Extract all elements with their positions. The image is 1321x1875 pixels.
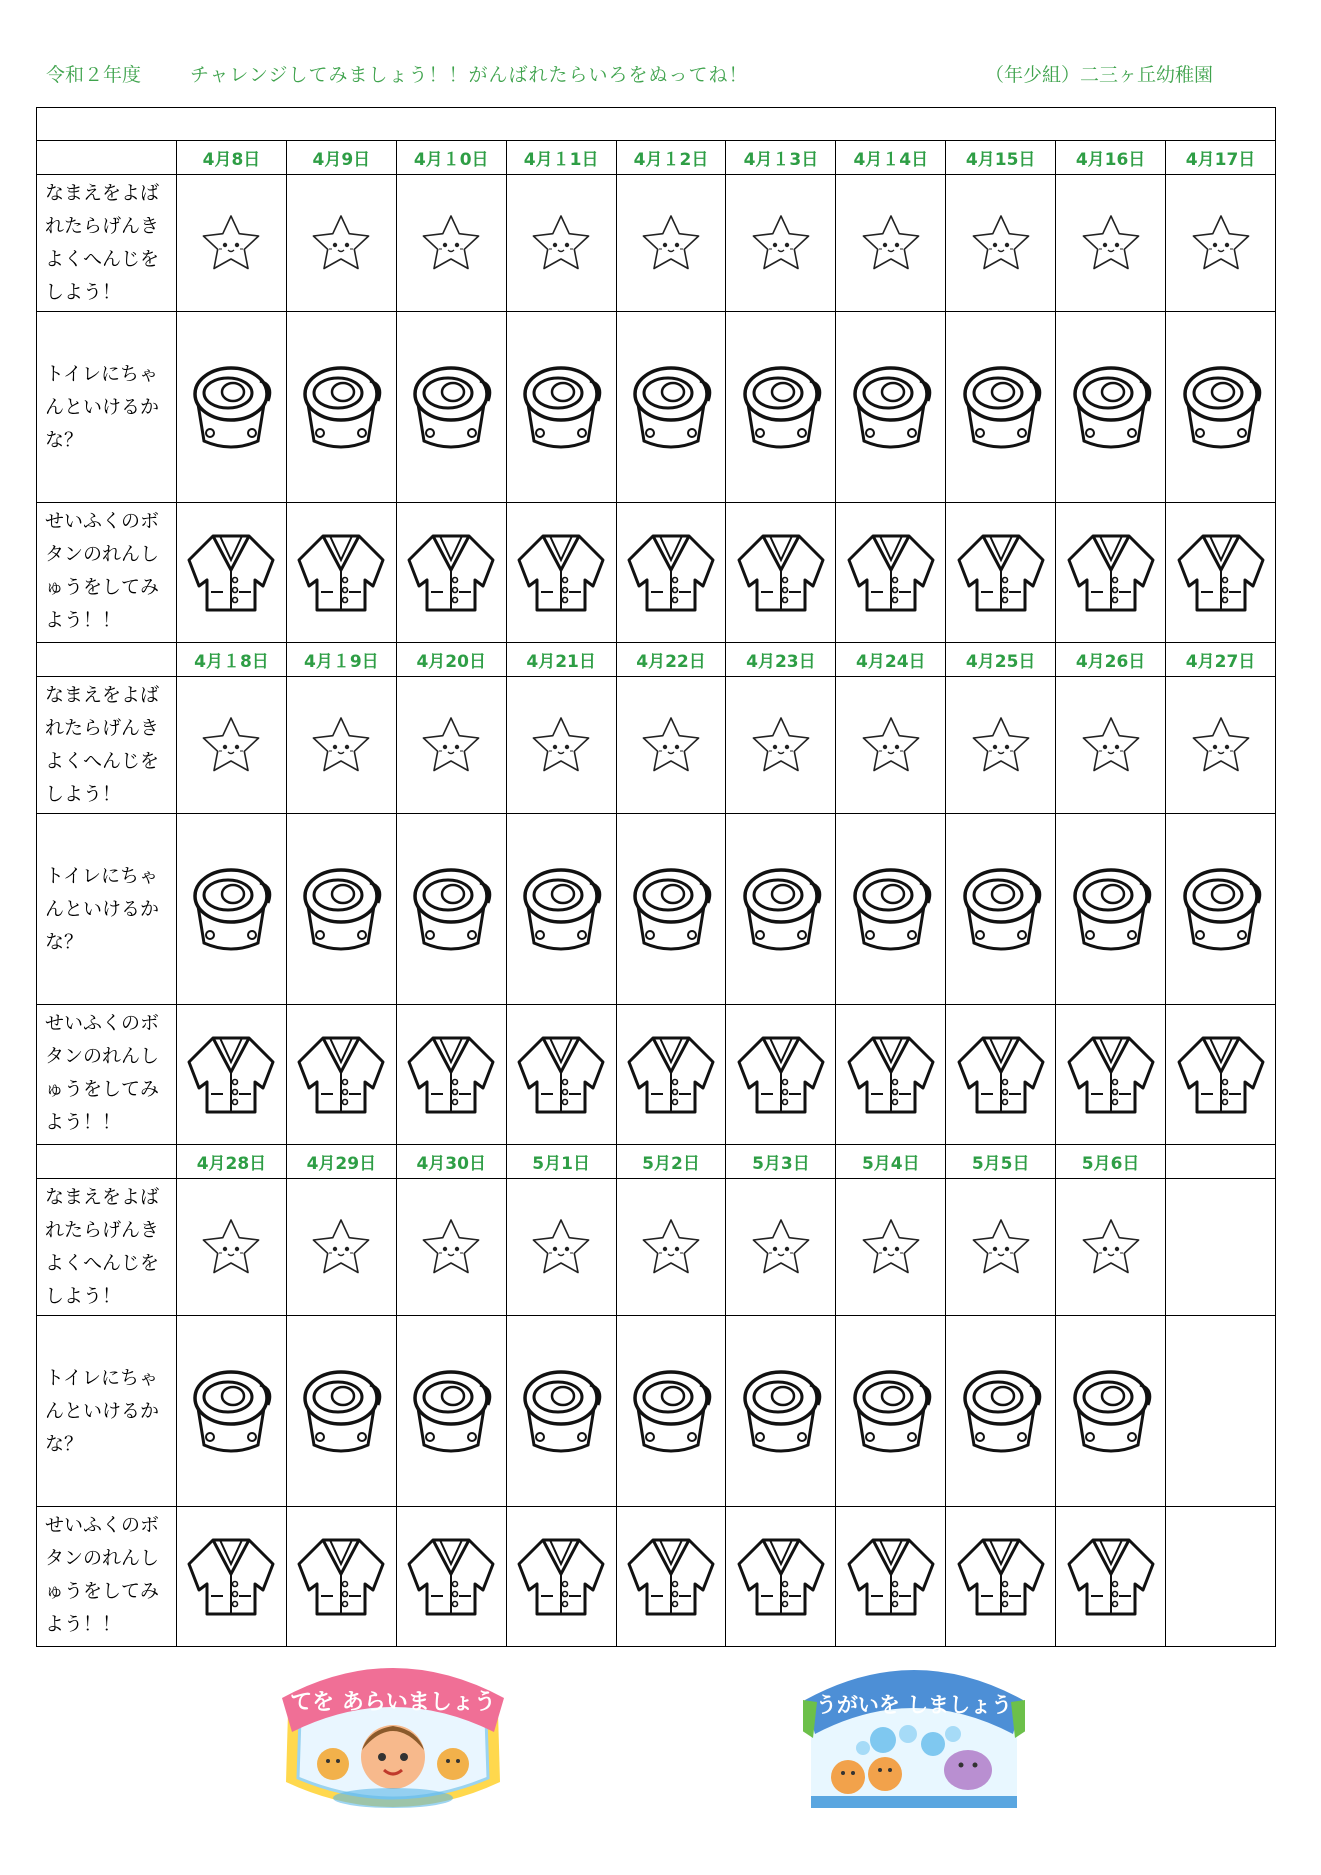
- coloring-cell[interactable]: [286, 1179, 396, 1316]
- uniform-icon[interactable]: [513, 530, 609, 616]
- coloring-cell[interactable]: [1056, 1005, 1166, 1145]
- header-title: チャレンジしてみましょう！！がんばれたらいろをぬってね！: [190, 64, 749, 86]
- star-icon[interactable]: [310, 1216, 372, 1278]
- date-cell: 4月１4日: [836, 141, 946, 175]
- coloring-cell[interactable]: [946, 312, 1056, 503]
- uniform-icon[interactable]: [183, 530, 279, 616]
- star-icon[interactable]: [310, 714, 372, 776]
- date-row-corner: [37, 1145, 177, 1179]
- coloring-cell[interactable]: [396, 1005, 506, 1145]
- task-label: トイレにちゃんといけるかな？: [37, 814, 177, 1005]
- coloring-cell[interactable]: [506, 814, 616, 1005]
- coloring-cell[interactable]: [726, 1179, 836, 1316]
- star-icon[interactable]: [1080, 1216, 1142, 1278]
- star-icon[interactable]: [750, 1216, 812, 1278]
- star-icon[interactable]: [420, 212, 482, 274]
- date-cell: 5月3日: [726, 1145, 836, 1179]
- date-cell: 4月25日: [946, 643, 1056, 677]
- coloring-cell[interactable]: [1056, 677, 1166, 814]
- coloring-cell[interactable]: [946, 503, 1056, 643]
- uniform-icon[interactable]: [403, 1032, 499, 1118]
- uniform-icon[interactable]: [733, 1032, 829, 1118]
- coloring-cell[interactable]: [1056, 312, 1166, 503]
- coloring-cell[interactable]: [1056, 1316, 1166, 1507]
- date-row-corner: [37, 141, 177, 175]
- date-cell: 4月28日: [177, 1145, 287, 1179]
- uniform-icon[interactable]: [1063, 1032, 1159, 1118]
- coloring-cell[interactable]: [616, 1005, 726, 1145]
- date-cell: 4月１3日: [726, 141, 836, 175]
- star-icon[interactable]: [860, 212, 922, 274]
- coloring-cell[interactable]: [506, 1316, 616, 1507]
- star-icon[interactable]: [640, 714, 702, 776]
- coloring-cell[interactable]: [177, 677, 287, 814]
- coloring-cell[interactable]: [506, 312, 616, 503]
- coloring-cell[interactable]: [616, 814, 726, 1005]
- coloring-cell[interactable]: [506, 503, 616, 643]
- date-cell: 4月１9日: [286, 643, 396, 677]
- coloring-cell[interactable]: [177, 1179, 287, 1316]
- empty-cell: [1166, 1316, 1276, 1507]
- coloring-cell[interactable]: [396, 1507, 506, 1647]
- coloring-cell[interactable]: [836, 1507, 946, 1647]
- coloring-cell[interactable]: [726, 1005, 836, 1145]
- empty-cell: [1166, 1179, 1276, 1316]
- coloring-cell[interactable]: [1166, 503, 1276, 643]
- uniform-icon[interactable]: [843, 530, 939, 616]
- toilet-icon[interactable]: [628, 359, 714, 455]
- coloring-cell[interactable]: [1166, 814, 1276, 1005]
- toilet-icon[interactable]: [518, 1363, 604, 1459]
- date-cell: 4月22日: [616, 643, 726, 677]
- coloring-cell[interactable]: [396, 503, 506, 643]
- date-cell: 4月9日: [286, 141, 396, 175]
- uniform-icon[interactable]: [183, 1534, 279, 1620]
- coloring-cell[interactable]: [286, 1507, 396, 1647]
- uniform-icon[interactable]: [953, 530, 1049, 616]
- coloring-cell[interactable]: [836, 677, 946, 814]
- uniform-button-row: [37, 1005, 1276, 1145]
- coloring-cell[interactable]: [836, 503, 946, 643]
- coloring-cell[interactable]: [177, 503, 287, 643]
- coloring-cell[interactable]: [286, 677, 396, 814]
- uniform-icon[interactable]: [623, 1534, 719, 1620]
- toilet-icon[interactable]: [738, 359, 824, 455]
- challenge-chart-table: [36, 107, 1276, 1647]
- toilet-icon[interactable]: [518, 359, 604, 455]
- coloring-cell[interactable]: [1166, 1005, 1276, 1145]
- coloring-cell[interactable]: [726, 1507, 836, 1647]
- star-icon[interactable]: [1190, 212, 1252, 274]
- star-icon[interactable]: [750, 714, 812, 776]
- coloring-cell[interactable]: [286, 312, 396, 503]
- toilet-icon[interactable]: [298, 861, 384, 957]
- uniform-button-row: [37, 1507, 1276, 1647]
- gargle-badge-text: うがいを しましょう: [815, 1693, 1013, 1717]
- toilet-icon[interactable]: [298, 359, 384, 455]
- toilet-icon[interactable]: [1178, 861, 1264, 957]
- gargle-badge: [803, 1652, 1025, 1820]
- date-cell: 4月17日: [1166, 141, 1276, 175]
- coloring-cell[interactable]: [1056, 1179, 1166, 1316]
- coloring-cell[interactable]: [396, 312, 506, 503]
- date-cell: 4月24日: [836, 643, 946, 677]
- uniform-icon[interactable]: [183, 1032, 279, 1118]
- uniform-icon[interactable]: [293, 530, 389, 616]
- toilet-icon[interactable]: [738, 861, 824, 957]
- date-cell: 5月6日: [1056, 1145, 1166, 1179]
- toilet-icon[interactable]: [1068, 1363, 1154, 1459]
- date-cell: 4月20日: [396, 643, 506, 677]
- coloring-cell[interactable]: [1056, 1507, 1166, 1647]
- date-cell: 4月１8日: [177, 643, 287, 677]
- uniform-icon[interactable]: [623, 530, 719, 616]
- toilet-icon[interactable]: [848, 359, 934, 455]
- table-title-row: [37, 108, 1276, 141]
- star-icon[interactable]: [310, 212, 372, 274]
- coloring-cell[interactable]: [836, 1316, 946, 1507]
- toilet-icon[interactable]: [738, 1363, 824, 1459]
- uniform-icon[interactable]: [1173, 530, 1269, 616]
- task-label: せいふくのボタンのれんしゅうをしてみよう！！: [37, 1507, 177, 1647]
- coloring-cell[interactable]: [726, 312, 836, 503]
- hand-wash-badge: [278, 1652, 508, 1820]
- uniform-icon[interactable]: [513, 1032, 609, 1118]
- star-icon[interactable]: [970, 714, 1032, 776]
- star-icon[interactable]: [420, 714, 482, 776]
- coloring-cell[interactable]: [286, 1005, 396, 1145]
- coloring-cell[interactable]: [726, 1316, 836, 1507]
- coloring-cell[interactable]: [506, 1005, 616, 1145]
- uniform-icon[interactable]: [1063, 1534, 1159, 1620]
- star-icon[interactable]: [1190, 714, 1252, 776]
- date-cell: 4月26日: [1056, 643, 1166, 677]
- date-header-row: [37, 643, 1276, 677]
- coloring-cell[interactable]: [836, 1179, 946, 1316]
- toilet-row: [37, 312, 1276, 503]
- coloring-cell[interactable]: [506, 1179, 616, 1316]
- task-label: せいふくのボタンのれんしゅうをしてみよう！！: [37, 1005, 177, 1145]
- coloring-cell[interactable]: [177, 814, 287, 1005]
- coloring-cell[interactable]: [726, 175, 836, 312]
- task-label: トイレにちゃんといけるかな？: [37, 312, 177, 503]
- coloring-cell[interactable]: [946, 1316, 1056, 1507]
- star-icon[interactable]: [970, 212, 1032, 274]
- coloring-cell[interactable]: [506, 175, 616, 312]
- coloring-cell[interactable]: [286, 1316, 396, 1507]
- coloring-cell[interactable]: [616, 175, 726, 312]
- header-year: 令和２年度: [46, 64, 142, 86]
- coloring-cell[interactable]: [1056, 503, 1166, 643]
- uniform-icon[interactable]: [623, 1032, 719, 1118]
- coloring-cell[interactable]: [396, 1179, 506, 1316]
- task-label: なまえをよばれたらげんきよくへんじをしよう！: [37, 1179, 177, 1316]
- greeting-row: [37, 677, 1276, 814]
- toilet-row: [37, 1316, 1276, 1507]
- star-icon[interactable]: [200, 212, 262, 274]
- date-row-corner: [37, 643, 177, 677]
- star-icon[interactable]: [640, 1216, 702, 1278]
- uniform-icon[interactable]: [1063, 530, 1159, 616]
- star-icon[interactable]: [860, 714, 922, 776]
- date-cell: 4月１2日: [616, 141, 726, 175]
- uniform-icon[interactable]: [953, 1534, 1049, 1620]
- uniform-icon[interactable]: [293, 1032, 389, 1118]
- date-cell: 4月8日: [177, 141, 287, 175]
- date-header-row: [37, 141, 1276, 175]
- star-icon[interactable]: [860, 1216, 922, 1278]
- coloring-cell[interactable]: [946, 677, 1056, 814]
- toilet-icon[interactable]: [408, 861, 494, 957]
- task-label: トイレにちゃんといけるかな？: [37, 1316, 177, 1507]
- star-icon[interactable]: [200, 714, 262, 776]
- toilet-icon[interactable]: [1068, 359, 1154, 455]
- coloring-cell[interactable]: [726, 677, 836, 814]
- coloring-cell[interactable]: [506, 1507, 616, 1647]
- coloring-cell[interactable]: [836, 312, 946, 503]
- date-cell: 5月2日: [616, 1145, 726, 1179]
- coloring-cell[interactable]: [396, 814, 506, 1005]
- coloring-cell[interactable]: [836, 175, 946, 312]
- toilet-icon[interactable]: [408, 1363, 494, 1459]
- date-header-row: [37, 1145, 1276, 1179]
- coloring-cell[interactable]: [177, 312, 287, 503]
- uniform-button-row: [37, 503, 1276, 643]
- uniform-icon[interactable]: [293, 1534, 389, 1620]
- task-label: なまえをよばれたらげんきよくへんじをしよう！: [37, 175, 177, 312]
- task-label: せいふくのボタンのれんしゅうをしてみよう！！: [37, 503, 177, 643]
- table-title-cell: [37, 108, 1276, 141]
- uniform-icon[interactable]: [843, 1534, 939, 1620]
- coloring-cell[interactable]: [836, 1005, 946, 1145]
- coloring-cell[interactable]: [286, 175, 396, 312]
- greeting-row: [37, 175, 1276, 312]
- coloring-cell[interactable]: [946, 175, 1056, 312]
- coloring-cell[interactable]: [1166, 312, 1276, 503]
- toilet-icon[interactable]: [848, 861, 934, 957]
- toilet-icon[interactable]: [958, 1363, 1044, 1459]
- toilet-icon[interactable]: [628, 861, 714, 957]
- date-cell: 4月21日: [506, 643, 616, 677]
- uniform-icon[interactable]: [843, 1032, 939, 1118]
- greeting-row: [37, 1179, 1276, 1316]
- coloring-cell[interactable]: [616, 503, 726, 643]
- star-icon[interactable]: [970, 1216, 1032, 1278]
- date-cell: [1166, 1145, 1276, 1179]
- task-label: なまえをよばれたらげんきよくへんじをしよう！: [37, 677, 177, 814]
- toilet-icon[interactable]: [188, 861, 274, 957]
- uniform-icon[interactable]: [733, 530, 829, 616]
- coloring-cell[interactable]: [946, 814, 1056, 1005]
- toilet-icon[interactable]: [958, 861, 1044, 957]
- coloring-cell[interactable]: [177, 1316, 287, 1507]
- coloring-cell[interactable]: [946, 1507, 1056, 1647]
- coloring-cell[interactable]: [396, 175, 506, 312]
- date-cell: 5月1日: [506, 1145, 616, 1179]
- coloring-cell[interactable]: [177, 1507, 287, 1647]
- coloring-cell[interactable]: [396, 1316, 506, 1507]
- uniform-icon[interactable]: [403, 530, 499, 616]
- hand-wash-badge-text: てを あらいましょう: [290, 1690, 496, 1715]
- date-cell: 4月27日: [1166, 643, 1276, 677]
- star-icon[interactable]: [1080, 714, 1142, 776]
- coloring-cell[interactable]: [836, 814, 946, 1005]
- toilet-icon[interactable]: [628, 1363, 714, 1459]
- coloring-cell[interactable]: [616, 1507, 726, 1647]
- date-cell: 5月5日: [946, 1145, 1056, 1179]
- coloring-cell[interactable]: [616, 677, 726, 814]
- coloring-cell[interactable]: [946, 1005, 1056, 1145]
- star-icon[interactable]: [530, 1216, 592, 1278]
- coloring-cell[interactable]: [1056, 175, 1166, 312]
- toilet-icon[interactable]: [1178, 359, 1264, 455]
- header-school: （年少組）二三ヶ丘幼稚園: [985, 64, 1214, 86]
- coloring-cell[interactable]: [726, 814, 836, 1005]
- uniform-icon[interactable]: [733, 1534, 829, 1620]
- coloring-cell[interactable]: [726, 503, 836, 643]
- coloring-cell[interactable]: [286, 503, 396, 643]
- date-cell: 4月16日: [1056, 141, 1166, 175]
- coloring-cell[interactable]: [616, 312, 726, 503]
- uniform-icon[interactable]: [513, 1534, 609, 1620]
- toilet-icon[interactable]: [188, 359, 274, 455]
- uniform-icon[interactable]: [953, 1032, 1049, 1118]
- date-cell: 5月4日: [836, 1145, 946, 1179]
- star-icon[interactable]: [1080, 212, 1142, 274]
- date-cell: 4月１0日: [396, 141, 506, 175]
- date-cell: 4月15日: [946, 141, 1056, 175]
- toilet-icon[interactable]: [408, 359, 494, 455]
- star-icon[interactable]: [420, 1216, 482, 1278]
- toilet-icon[interactable]: [1068, 861, 1154, 957]
- star-icon[interactable]: [640, 212, 702, 274]
- coloring-cell[interactable]: [177, 1005, 287, 1145]
- star-icon[interactable]: [750, 212, 812, 274]
- star-icon[interactable]: [200, 1216, 262, 1278]
- toilet-icon[interactable]: [298, 1363, 384, 1459]
- coloring-cell[interactable]: [946, 1179, 1056, 1316]
- date-cell: 4月１1日: [506, 141, 616, 175]
- date-cell: 4月30日: [396, 1145, 506, 1179]
- toilet-row: [37, 814, 1276, 1005]
- uniform-icon[interactable]: [403, 1534, 499, 1620]
- coloring-cell[interactable]: [1166, 677, 1276, 814]
- coloring-cell[interactable]: [396, 677, 506, 814]
- toilet-icon[interactable]: [848, 1363, 934, 1459]
- empty-cell: [1166, 1507, 1276, 1647]
- toilet-icon[interactable]: [958, 359, 1044, 455]
- date-cell: 4月23日: [726, 643, 836, 677]
- coloring-cell[interactable]: [1056, 814, 1166, 1005]
- coloring-cell[interactable]: [616, 1316, 726, 1507]
- toilet-icon[interactable]: [518, 861, 604, 957]
- uniform-icon[interactable]: [1173, 1032, 1269, 1118]
- date-cell: 4月29日: [286, 1145, 396, 1179]
- coloring-cell[interactable]: [1166, 175, 1276, 312]
- star-icon[interactable]: [530, 714, 592, 776]
- coloring-cell[interactable]: [177, 175, 287, 312]
- coloring-cell[interactable]: [286, 814, 396, 1005]
- toilet-icon[interactable]: [188, 1363, 274, 1459]
- star-icon[interactable]: [530, 212, 592, 274]
- coloring-cell[interactable]: [506, 677, 616, 814]
- coloring-cell[interactable]: [616, 1179, 726, 1316]
